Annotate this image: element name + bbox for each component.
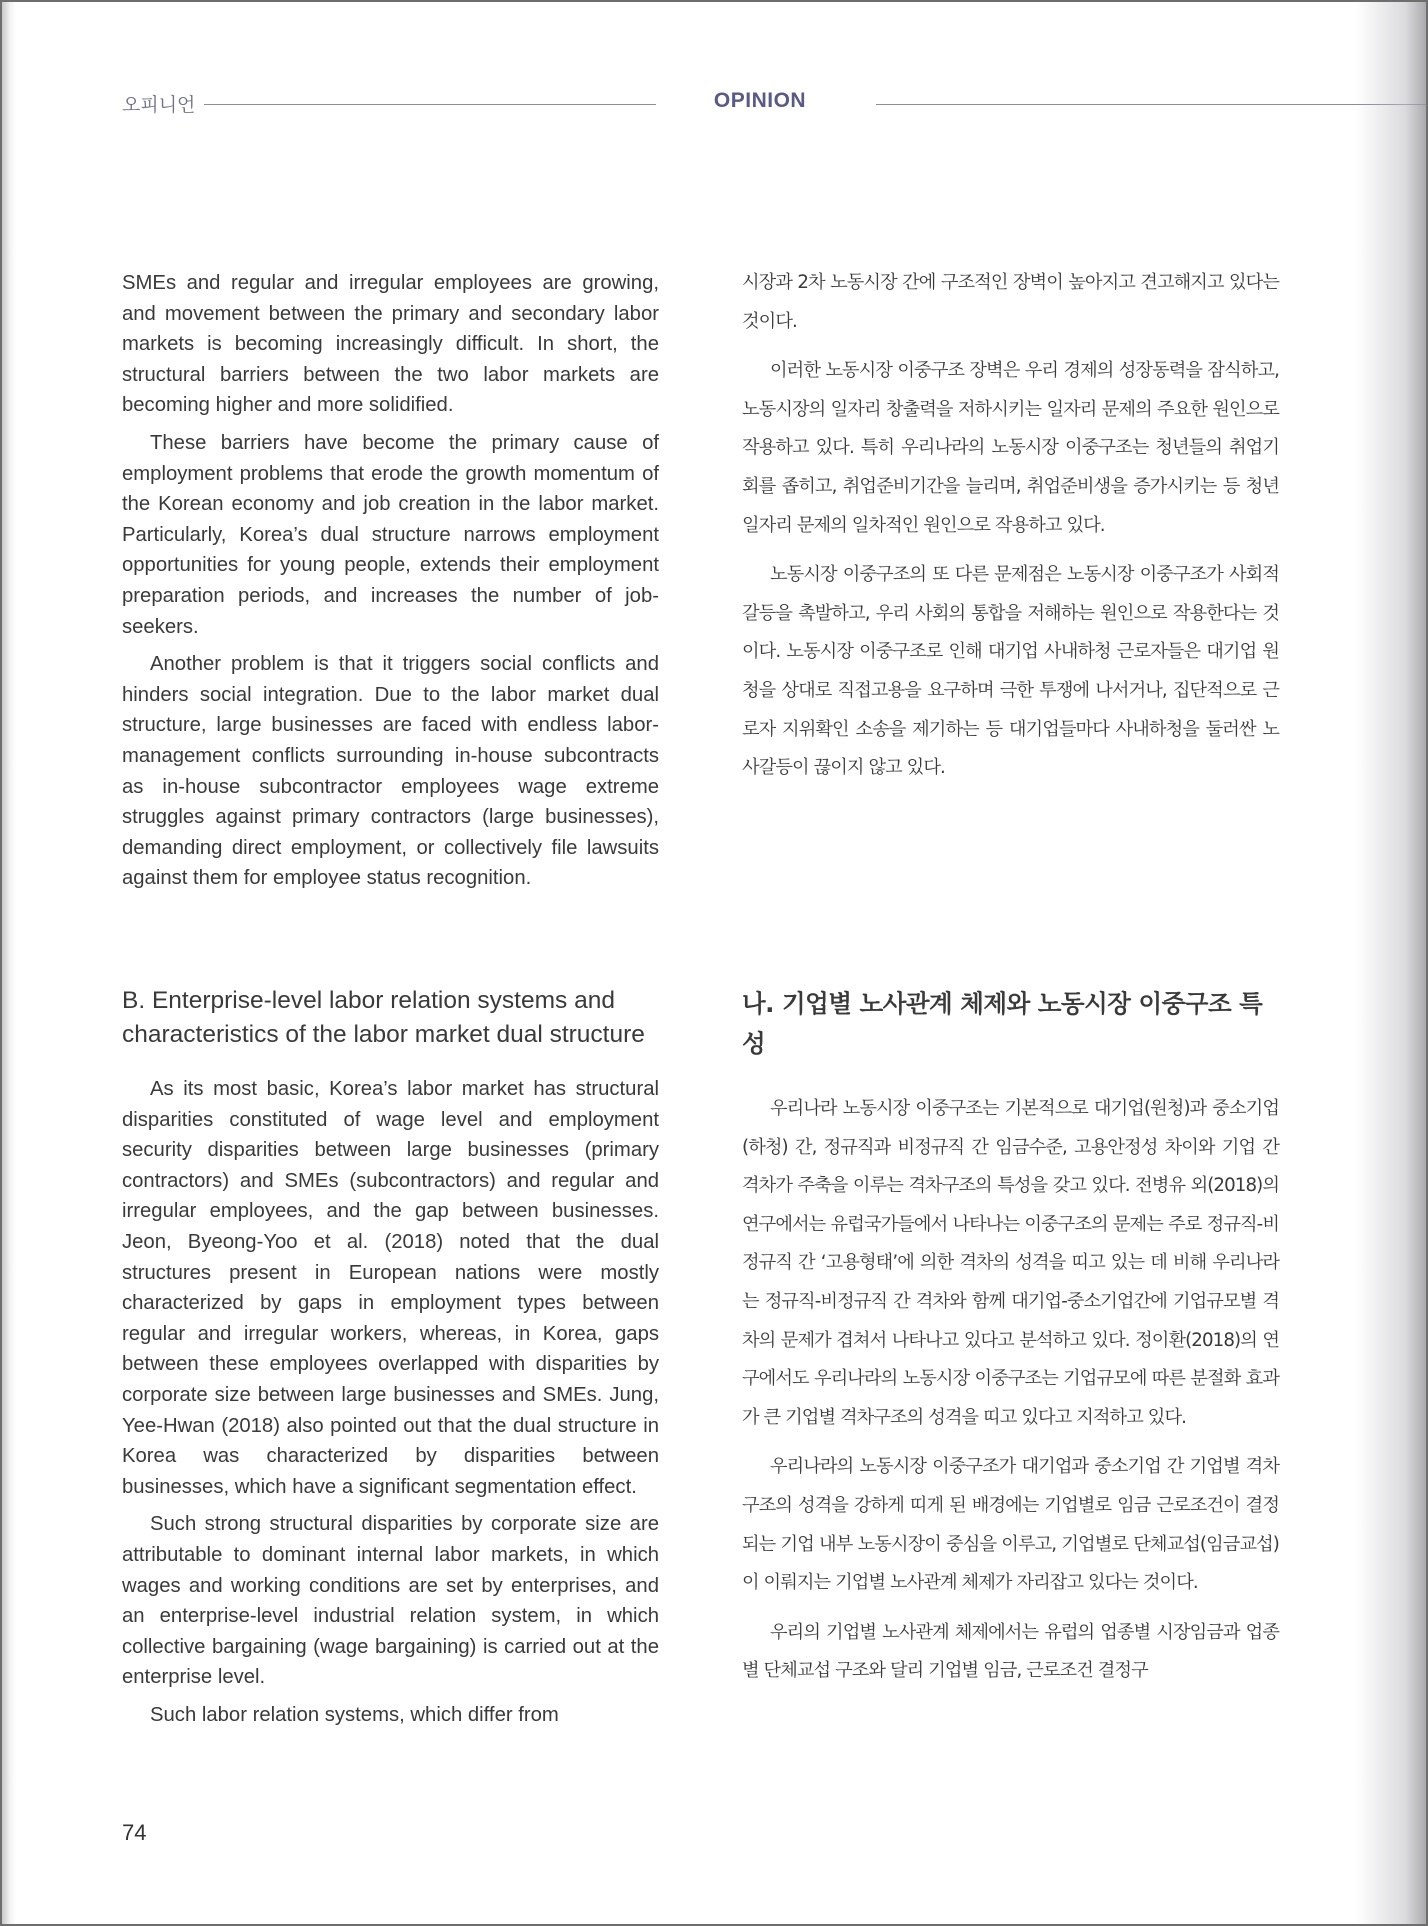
paragraph: SMEs and regular and irregular employees are growing, and movement between the primary and secondary labor markets is becoming increasingly difficult. In short, the structural barriers between the two labor markets are becoming higher and more solidified. (122, 272, 659, 417)
paragraph: 우리나라의 노동시장 이중구조가 대기업과 중소기업 간 기업별 격차구조의 성격을 강하게 띠게 된 배경에는 기업별로 임금 근로조건이 결정되는 기업 내부 노동시장이 중심을 이루고, 기업별로 단체교섭(임금교섭)이 이뤄지는 기업별 노사관계 체제가 자리잡고 있다는 것이다. (742, 1456, 1279, 1594)
paragraph: 이러한 노동시장 이중구조 장벽은 우리 경제의 성장동력을 잠식하고, 노동시장의 일자리 창출력을 저하시키는 일자리 문제의 주요한 원인으로 작용하고 있다. 특히 우리나라의 노동시장 이중구조는 청년들의 취업기회를 좁히고, 취업준비기간을 늘리며, 취업준비생을 증가시키는 등 청년 일자리 문제의 일차적인 원인으로 작용하고 있다. (742, 360, 1279, 536)
page-edge-shadow (1356, 2, 1426, 1924)
paragraph: 시장과 2차 노동시장 간에 구조적인 장벽이 높아지고 견고해지고 있다는 것이다. (742, 272, 1279, 332)
english-section-body (122, 1074, 659, 1730)
header-section-english: OPINION (656, 89, 864, 113)
paragraph: 우리의 기업별 노사관계 체제에서는 유럽의 업종별 시장임금과 업종별 단체교섭 구조와 달리 기업별 임금, 근로조건 결정구 (742, 1621, 1279, 1682)
page-spine-shadow (2, 2, 16, 1924)
paragraph: 노동시장 이중구조의 또 다른 문제점은 노동시장 이중구조가 사회적 갈등을 촉발하고, 우리 사회의 통합을 저해하는 원인으로 작용한다는 것이다. 노동시장 이중구조로 인해 대기업 사내하청 근로자들은 대기업 원청을 상대로 직접고용을 요구하며 극한 투쟁에 나서거나, 집단적으로 근로자 지위확인 소송을 제기하는 등 대기업들마다 사내하청을 둘러싼 노사갈등이 끊이지 않고 있다. (742, 564, 1279, 779)
page-number: 74 (122, 1820, 147, 1845)
paragraph: Such strong structural disparities by corporate size are attributable to dominant internal labor markets, in which wages and working conditions are set by enterprises, and an enterprise-level industrial relation system, in which collective bargaining (wage bargaining) is carried out at the enterprise level. (122, 1513, 659, 1689)
running-header (122, 90, 1428, 118)
paragraph: As its most basic, Korea’s labor market has structural disparities constituted of wage level and employment security disparities between large businesses (primary contractors) and SMEs (subcontractors) and regular and irregular employees, and the gap between businesses. Jeon, Byeong-Yoo et al. (2018) noted that the dual structures present in European nations were mostly characterized by gaps in employment types between regular and irregular workers, whereas, in Korea, gaps between these employees overlapped with disparities by corporate size between large businesses and SMEs. Jung, Yee-Hwan (2018) also pointed out that the dual structure in Korea was characterized by disparities between businesses, which have a significant segmentation effect. (122, 1078, 659, 1498)
paragraph: Such labor relation systems, which differ from (150, 1703, 559, 1726)
section-heading-korean: 나. 기업별 노사관계 체제와 노동시장 이중구조 특성 (742, 989, 1263, 1058)
paragraph: Another problem is that it triggers social conflicts and hinders social integration. Due to the labor market dual structure, large businesses are faced with endless labor-management conflicts surrounding in-house subcontracts as in-house subcontractor employees wage extreme struggles against primary contractors (large businesses), demanding direct employment, or collectively file lawsuits against them for employee status recognition. (122, 653, 659, 890)
korean-intro-text (742, 264, 1279, 799)
section-heading-english: B. Enterprise-level labor relation systems and characteristics of the labor market dual structure (122, 987, 645, 1048)
paragraph: These barriers have become the primary cause of employment problems that erode the growth momentum of the Korean economy and job creation in the labor market. Particularly, Korea’s dual structure narrows employment opportunities for young people, extends their employment preparation periods, and increases the number of job-seekers. (122, 431, 659, 638)
english-intro-text (122, 268, 659, 894)
header-rule-right (876, 104, 1428, 105)
header-section-korean: 오피니언 (122, 94, 196, 116)
korean-section-body (742, 1090, 1279, 1702)
paragraph: 우리나라 노동시장 이중구조는 기본적으로 대기업(원청)과 중소기업(하청) 간, 정규직과 비정규직 간 임금수준, 고용안정성 차이와 기업 간 격차가 주축을 이루는 격차구조의 특성을 갖고 있다. 전병유 외(2018)의 연구에서는 유럽국가들에서 나타나는 이중구조의 문제는 주로 정규직-비정규직 간 ‘고용형태’에 의한 격차의 성격을 띠고 있는 데 비해 우리나라는 정규직-비정규직 간 격차와 함께 대기업-중소기업간에 기업규모별 격차의 문제가 겹쳐서 나타나고 있다고 분석하고 있다. 정이환(2018)의 연구에서도 우리나라의 노동시장 이중구조는 기업규모에 따른 분절화 효과가 큰 기업별 격차구조의 성격을 띠고 있다고 지적하고 있다. (742, 1098, 1279, 1428)
